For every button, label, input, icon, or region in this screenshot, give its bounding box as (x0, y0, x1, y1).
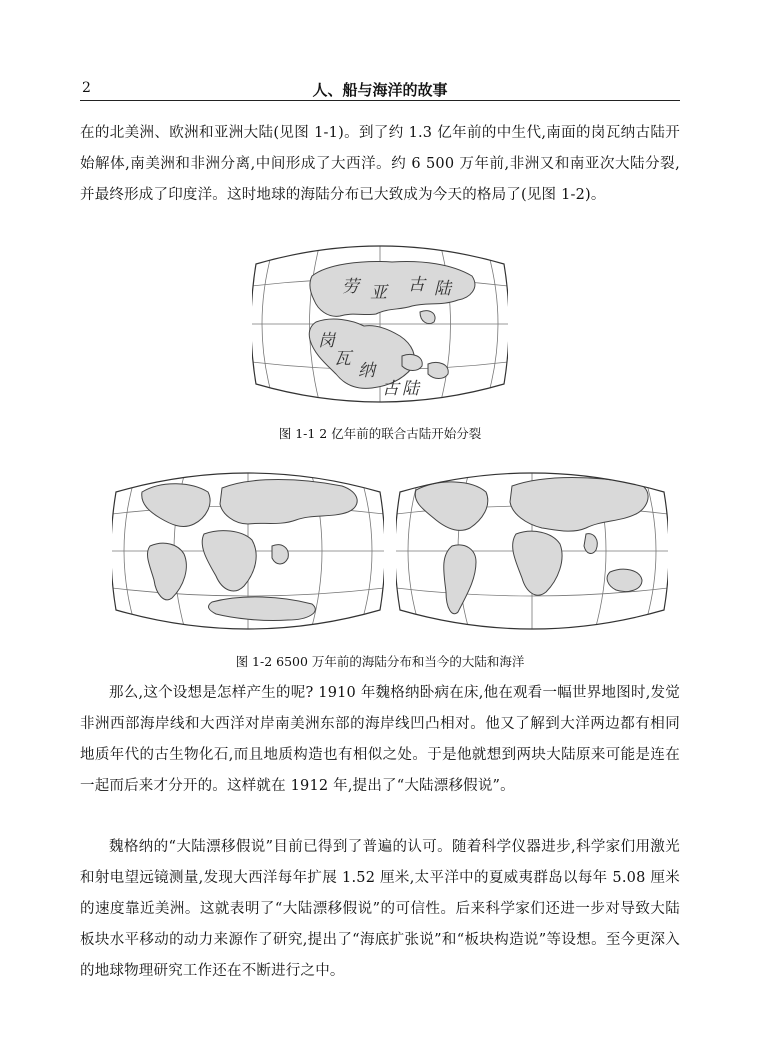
paragraph-3: 魏格纳的“大陆漂移假说”目前已得到了普遍的认可。随着科学仪器进步,科学家们用激光和射电望远镜测量,发现大西洋每年扩展 1.52 厘米,太平洋中的夏威夷群岛以每年 5.08 厘米的速度靠近美洲。这就表明了“大陆漂移假说”的可信性。后来科学家们还进一步对导致大陆板块水平移动的动力来源作了研究,提出了“海底扩张说”和“板块构造说”等设想。至今更深入的地球物理研究工作还在不断进行之中。 (80, 839, 680, 979)
figure-1-2-map-past (112, 462, 384, 640)
figure-1-2-caption: 图 1-2 6500 万年前的海陆分布和当今的大陆和海洋 (235, 654, 525, 669)
map-label-gang: 岗 (318, 331, 335, 351)
book-title: 人、船与海洋的故事 (312, 81, 448, 99)
map-label-na: 纳 (358, 361, 375, 381)
map-label-wa: 瓦 (334, 349, 351, 369)
figure-1-2-map-present (396, 462, 668, 640)
figure-1-1-caption: 图 1-1 2 亿年前的联合古陆开始分裂 (278, 426, 482, 441)
figure-1-1-map (252, 236, 508, 412)
map-label-lao: 劳 (342, 277, 359, 297)
paragraph-2: 那么,这个设想是怎样产生的呢? 1910 年魏格纳卧病在床,他在观看一幅世界地图时,发觉非洲西部海岸线和大西洋对岸南美洲东部的海岸线凹凸相对。他又了解到大洋两边都有相同地质年代的古生物化石,而且地质构造也有相似之处。于是他就想到两块大陆原来可能是连在一起而后来才分开的。这样就在 1912 年,提出了“大陆漂移假说”。 (80, 685, 680, 794)
map-label-lu-top: 陆 (434, 279, 451, 299)
paragraph-1: 在的北美洲、欧洲和亚洲大陆(见图 1-1)。到了约 1.3 亿年前的中生代,南面的岗瓦纳古陆开始解体,南美洲和非洲分离,中间形成了大西洋。约 6 500 万年前,非洲又和南亚次大陆分裂,并最终形成了印度洋。这时地球的海陆分布已大致成为今天的格局了(见图 1-2)。 (80, 125, 680, 203)
map-label-ya: 亚 (370, 283, 387, 303)
running-header (80, 78, 680, 101)
map-label-lu-bottom: 陆 (402, 379, 419, 399)
map-label-gu-bottom: 古 (382, 379, 399, 399)
map-label-gu-top: 古 (408, 275, 425, 295)
page-number: 2 (82, 80, 91, 96)
